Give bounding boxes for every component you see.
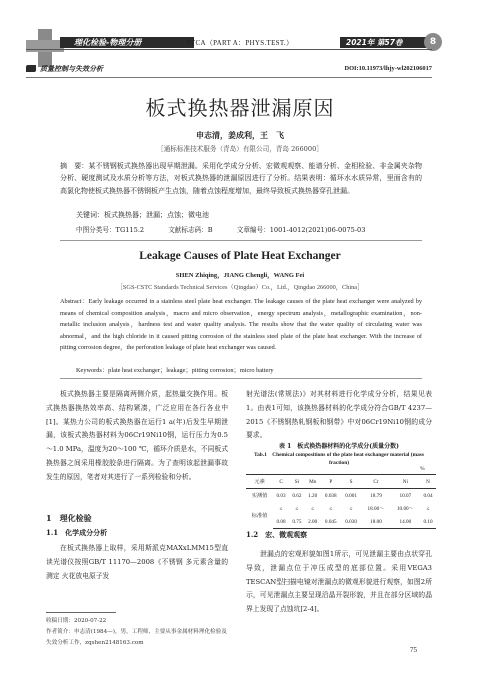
table-header-cell: N bbox=[420, 475, 436, 489]
header-series-title: 理化检验-物理分册 bbox=[74, 38, 142, 47]
table-cell: ≤ bbox=[329, 505, 333, 512]
table-unit: % bbox=[420, 466, 425, 472]
table-header-cell: 元素 bbox=[246, 475, 273, 489]
table-cell: 0.08 bbox=[273, 515, 289, 529]
doi: DOI:10.11973/lhjy-wl202106017 bbox=[344, 65, 432, 72]
table-header-cell: Si bbox=[289, 475, 305, 489]
table-cell: 0.10 bbox=[420, 515, 436, 529]
header-journal-name: PTCA（PART A：PHYS.TEST.） bbox=[186, 39, 294, 47]
document-code: 文献标志码：B bbox=[168, 226, 213, 234]
table-cell: 0.03 bbox=[276, 492, 286, 499]
table-cell: ≤ bbox=[311, 505, 315, 512]
table-header-cell: Cr bbox=[361, 475, 390, 489]
table-header-cell: Mn bbox=[305, 475, 321, 489]
author-bio: 作者简介：申志清(1984—)，男，工程师，主要从事金属材料理化检验及失效分析工作，zqshen2148163.com bbox=[46, 629, 227, 646]
table-cell: 0.001 bbox=[345, 492, 357, 499]
table-header-cell: P bbox=[321, 475, 341, 489]
table-cell: 1.20 bbox=[308, 492, 318, 499]
table-cell: 0.04 bbox=[423, 492, 433, 499]
section-heading: 1 理化检验 bbox=[46, 513, 92, 523]
table-cell: 0.62 bbox=[292, 492, 302, 499]
table-cell: ≤ bbox=[279, 505, 283, 512]
table-cell: ≤ bbox=[295, 505, 299, 512]
table-cell: ≤ bbox=[426, 505, 430, 512]
divider-rule bbox=[60, 378, 422, 379]
table-cell: ≤ bbox=[349, 505, 353, 512]
affiliation-cn: ［通标标准技术服务（青岛）有限公司，青岛 266000］ bbox=[157, 145, 323, 153]
abstract-cn: 摘 要：某不锈钢板式换热器出现早期泄漏。采用化学成分分析、宏微观观察、能谱分析、金相检验、非金属夹杂物分析、硬度测试及水质分析等方法，对板式换热器的泄漏原因进行了分析。结果表明：循环水水质异常，里面含有的高氯化物使板式换热器不锈钢板产生点蚀，随着点蚀程度增加，最终导致板式换热器穿孔泄漏。 bbox=[60, 162, 422, 195]
article-number: 文章编号：1001-4012(2021)06-0075-03 bbox=[236, 226, 366, 234]
paper-title-en: Leakage Causes of Plate Heat Exchanger bbox=[139, 250, 341, 262]
divider-rule bbox=[60, 240, 422, 241]
header-rule bbox=[26, 49, 432, 50]
authors-cn: 申志清，姜成利，王 飞 bbox=[196, 130, 284, 140]
abstract-en: Abstract：Early leakage occurred in a stainless steel plate heat exchanger. The leakage causes of the plate heat exchanger were analyzed by means of chemical composition analysis，macro and micro observation，energy spectrum analysis，metallographic examination，non-metallic inclusion analysis，hardness test and water quality analysis. The results show that the water quality of circulating water was abnormal，and the high chloride in it caused pitting corrosion of the stainless steel plate of the plate heat exchanger. With the increase of pitting corrosion degree，the perforation leakage of plate heat exchanger was caused. bbox=[60, 298, 422, 352]
keywords-cn: 关键词：板式换热器；泄漏；点蚀；微电池 bbox=[76, 211, 209, 219]
table-caption-en: Tab.1 Chemical compositions of the plate heat exchanger material (mass fraction) bbox=[254, 452, 424, 466]
table-cell: 18.00 bbox=[361, 515, 390, 529]
table-header-cell: S bbox=[341, 475, 361, 489]
body-paragraph: 在板式换热器上取样，采用斯派克MAXxLMM15型直读光谱仪按照GB/T 11170—2008《不锈钢 多元素含量的测定 火花放电原子发 bbox=[46, 544, 228, 580]
table-cell: 18.00～ bbox=[367, 506, 385, 512]
table-caption-cn: 表 1 板式换热器材料的化学成分(质量分数) bbox=[279, 443, 399, 450]
table-row bbox=[246, 502, 436, 515]
intro-paragraph: 板式换热器主要是隔离两侧介质，起热量交换作用。板式换热器换热效率高、结构紧凑，广泛应用在各行各业中[1]。某热力公司的板式换热器在运行1 a(年)后发生早期泄漏，该板式换热器材料为06Cr19Ni10钢，运行压力为0.5～1.0 MPa，温度为20～100 ℃，循环介质是水，不同板式换热器之间采用橡胶胶条进行隔离。为了查明该起泄漏事故发生的原因，笔者对其进行了一系列检验和分析。 bbox=[46, 390, 228, 481]
row-label: 标准值 bbox=[251, 512, 268, 519]
footnote-rule bbox=[46, 612, 116, 613]
subsection-heading: 1.2 宏、微观观察 bbox=[246, 530, 308, 539]
table-cell: 0.030 bbox=[341, 515, 361, 529]
section-marker-icon bbox=[26, 65, 36, 72]
section-row bbox=[26, 64, 432, 74]
row-label: 实测值 bbox=[251, 493, 268, 499]
authors-en: SHEN Zhiqing，JIANG Chengli，WANG Fei bbox=[175, 272, 305, 279]
table-cell: 14.00 bbox=[391, 515, 420, 529]
footnote bbox=[46, 616, 232, 649]
header-issue-badge: 8 bbox=[424, 33, 442, 51]
keywords-en: Keywords：plate heat exchanger；leakage；pitting corrosion；micro battery bbox=[76, 367, 274, 374]
table-cell: 10.00～ bbox=[396, 506, 414, 512]
section-rule bbox=[26, 77, 432, 78]
table-cell: 0.75 bbox=[289, 515, 305, 529]
composition-table bbox=[246, 474, 436, 529]
table-cell: 10.07 bbox=[399, 492, 412, 499]
page-number: 75 bbox=[410, 646, 417, 654]
clc-number: 中图分类号：TG115.2 bbox=[76, 226, 145, 234]
table-header-cell: C bbox=[273, 475, 289, 489]
table-cell: 0.038 bbox=[324, 492, 337, 499]
section-label: 质量控制与失效分析 bbox=[40, 65, 103, 73]
paper-title-cn: 板式换热器泄漏原因 bbox=[145, 96, 335, 120]
body-paragraph: 射光谱法(常规法)》对其材料进行化学成分分析，结果见表1。由表1可知，该换热器材料的化学成分符合GB/T 4237—2015《不锈钢热轧钢板和钢带》中对06Cr19Ni10钢的成分要求。 bbox=[246, 390, 432, 440]
classification-row bbox=[76, 224, 416, 234]
table-row bbox=[246, 515, 436, 529]
body-paragraph: 泄漏点的宏观形貌如图1所示，可见泄漏主要由点状穿孔导致，泄漏点位于冲压成型的底部位置。采用VEGA3 TESCAN型扫描电镜对泄漏点的微观形貌进行观察，如图2所示，可见泄漏点主要呈现沿晶开裂形貌，并且在部分区域的晶界上发现了点蚀坑[2-4]。 bbox=[246, 550, 432, 614]
header-year-volume: 2021年 第57卷 bbox=[346, 38, 403, 47]
table-row bbox=[246, 489, 436, 503]
table-cell: 2.00 bbox=[305, 515, 321, 529]
table-cell: 0.045 bbox=[321, 515, 341, 529]
affiliation-en: ［SGS-CSTC Standards Technical Services（Qingdao）Co.，Ltd.，Qingdao 266000，China］ bbox=[116, 284, 364, 291]
table-header-row bbox=[246, 475, 436, 489]
received-date: 收稿日期：2020-07-22 bbox=[46, 618, 107, 624]
table-cell: 18.79 bbox=[370, 492, 382, 499]
table-header-cell: Ni bbox=[391, 475, 420, 489]
subsection-heading: 1.1 化学成分分析 bbox=[46, 528, 108, 537]
